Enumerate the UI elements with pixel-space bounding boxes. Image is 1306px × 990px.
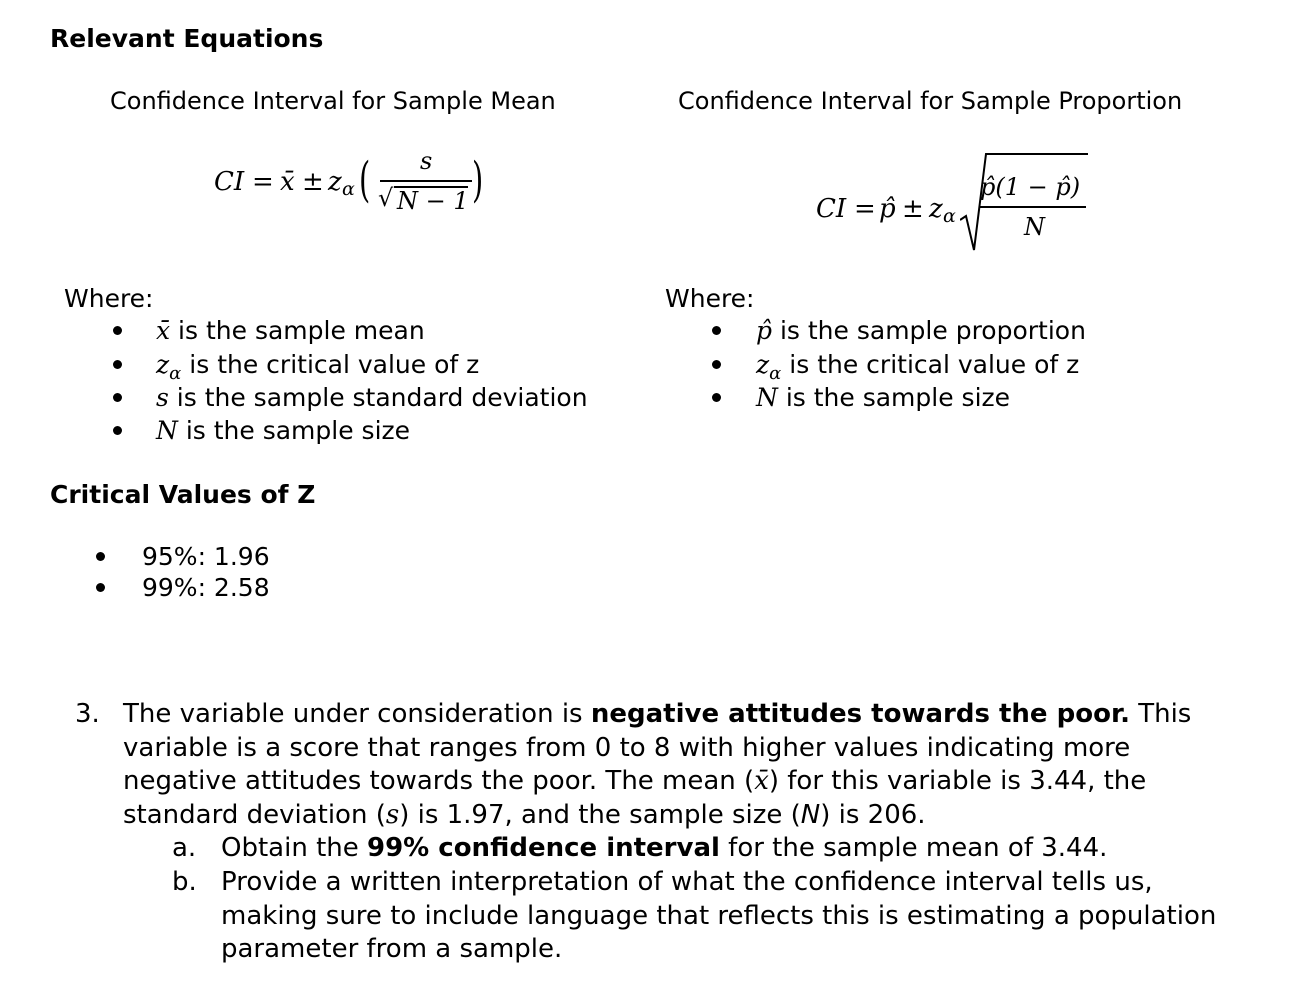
formula-denominator: N: [1024, 213, 1045, 241]
formula-xbar: x̄: [280, 167, 295, 197]
subquestion-a-label: a.: [172, 833, 197, 863]
fraction-bar: [980, 206, 1086, 208]
question-number: 3.: [75, 699, 100, 729]
subquestion-b-label: b.: [172, 867, 197, 897]
bullet-icon: [96, 552, 105, 561]
list-item: N is the sample size: [156, 416, 411, 445]
fraction-bar: [380, 180, 472, 182]
formula-left-paren: (: [359, 152, 371, 208]
question-line: parameter from a sample.: [221, 934, 563, 964]
critical-values-list: [0, 542, 400, 612]
subquestion-a: Obtain the 99% confidence interval for the sample mean of 3.44.: [221, 833, 1108, 863]
mean-ci-formula: [214, 140, 494, 220]
formula-z: z: [929, 194, 943, 224]
bullet-icon: [113, 360, 122, 369]
list-item: p̂ is the sample proportion: [756, 316, 1086, 345]
list-item: $z_\alpha$ is the critical value of z: [156, 350, 480, 384]
question-line: variable is a score that ranges from 0 to 8 with higher values indicating more: [123, 732, 1131, 763]
formula-alpha: α: [342, 178, 355, 200]
question-body: [123, 698, 1191, 832]
question-line: standard deviation (s) is 1.97, and the sample size (N) is 206.: [123, 799, 926, 830]
proportion-ci-formula: [816, 150, 1106, 260]
question-line: Provide a written interpretation of what the confidence interval tells us,: [221, 867, 1153, 897]
formula-lhs: CI: [816, 194, 847, 224]
bullet-icon: [712, 326, 721, 335]
formula-equals: =: [252, 167, 274, 197]
proportion-section-title: Confidence Interval for Sample Proportion: [678, 87, 1183, 115]
formula-numerator: p̂(1 − p̂): [980, 173, 1081, 201]
list-item: 95%: 1.96: [142, 542, 270, 571]
formula-alpha: α: [943, 205, 956, 227]
mean-definitions-list: [0, 316, 640, 456]
bullet-icon: [712, 360, 721, 369]
critical-values-heading: Critical Values of Z: [50, 480, 316, 509]
formula-z: z: [328, 167, 342, 197]
formula-equals: =: [854, 194, 876, 224]
question-line: making sure to include language that reflects this is estimating a population: [221, 900, 1217, 931]
formula-right-paren: ): [472, 152, 484, 208]
proportion-definitions-list: [640, 316, 1280, 426]
question-line: The variable under consideration is negative attitudes towards the poor. This: [123, 699, 1192, 729]
formula-plus-minus: ±: [902, 194, 924, 224]
proportion-where-label: Where:: [665, 284, 755, 313]
formula-numerator: s: [420, 147, 433, 175]
bullet-icon: [712, 393, 721, 402]
formula-lhs: CI: [214, 167, 245, 197]
bullet-icon: [96, 583, 105, 592]
subquestion-b: [221, 866, 1216, 967]
sqrt-sign: √: [378, 184, 394, 212]
list-item: s is the sample standard deviation: [156, 383, 588, 412]
formula-denominator: N − 1: [397, 187, 469, 215]
page-heading: Relevant Equations: [50, 24, 324, 53]
bullet-icon: [113, 326, 122, 335]
mean-where-label: Where:: [64, 284, 154, 313]
formula-phat: p̂: [879, 194, 896, 224]
mean-section-title: Confidence Interval for Sample Mean: [110, 87, 556, 115]
list-item: 99%: 2.58: [142, 573, 270, 602]
bullet-icon: [113, 426, 122, 435]
formula-plus-minus: ±: [302, 167, 324, 197]
question-line: negative attitudes towards the poor. The mean (x̄) for this variable is 3.44, the: [123, 766, 1147, 796]
list-item: N is the sample size: [756, 383, 1011, 412]
list-item: $z_\alpha$ is the critical value of z: [756, 350, 1080, 384]
bullet-icon: [113, 393, 122, 402]
list-item: x̄ is the sample mean: [156, 316, 425, 345]
